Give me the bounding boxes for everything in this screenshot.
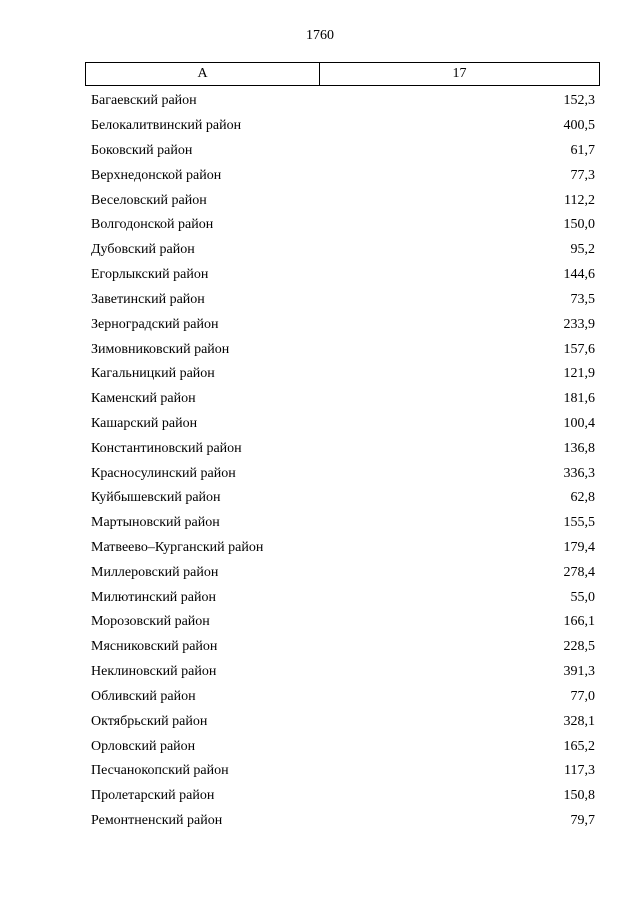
district-name: Кагальницкий район (91, 366, 215, 382)
district-value: 136,8 (563, 440, 595, 456)
district-name: Кашарский район (91, 415, 198, 431)
table-row (85, 188, 600, 213)
district-name: Константиновский район (91, 440, 242, 456)
district-name: Красносулинский район (91, 465, 236, 481)
table-row (85, 536, 600, 561)
district-value: 150,8 (563, 788, 595, 804)
district-name: Мясниковский район (91, 639, 218, 655)
district-name: Ремонтненский район (91, 812, 223, 828)
district-name: Пролетарский район (91, 788, 215, 804)
district-value: 155,5 (563, 515, 595, 531)
table-row (85, 288, 600, 313)
district-value: 152,3 (563, 93, 595, 109)
district-value: 121,9 (563, 366, 595, 382)
district-name: Обливский район (91, 688, 196, 704)
district-value: 55,0 (570, 589, 595, 605)
table-row (85, 635, 600, 660)
district-value: 228,5 (563, 639, 595, 655)
district-value: 336,3 (563, 465, 595, 481)
district-value: 144,6 (563, 267, 595, 283)
district-name: Милютинский район (91, 589, 217, 605)
district-table (85, 62, 600, 833)
district-value: 233,9 (563, 316, 595, 332)
district-value: 157,6 (563, 341, 595, 357)
table-row (85, 213, 600, 238)
district-value: 181,6 (563, 391, 595, 407)
table-row (85, 312, 600, 337)
table-row (85, 784, 600, 809)
page-number: 1760 (306, 28, 334, 43)
district-name: Заветинский район (91, 291, 205, 307)
district-value: 61,7 (570, 143, 595, 159)
district-name: Дубовский район (91, 242, 195, 258)
district-value: 165,2 (563, 738, 595, 754)
district-value: 391,3 (563, 664, 595, 680)
table-header-row (85, 62, 600, 86)
district-value: 112,2 (564, 192, 595, 208)
district-value: 179,4 (563, 540, 595, 556)
district-value: 73,5 (570, 291, 595, 307)
table-row (85, 809, 600, 834)
district-name: Куйбышевский район (91, 490, 221, 506)
column-header-17: 17 (452, 66, 467, 81)
table-row (85, 585, 600, 610)
district-name: Неклиновский район (91, 664, 217, 680)
district-value: 100,4 (563, 415, 595, 431)
district-name: Морозовский район (91, 614, 210, 630)
table-row (85, 560, 600, 585)
table-row (85, 461, 600, 486)
table-row (85, 412, 600, 437)
district-name: Верхнедонской район (91, 167, 222, 183)
table-row (85, 263, 600, 288)
district-value: 400,5 (563, 118, 595, 134)
district-name: Волгодонской район (91, 217, 214, 233)
district-name: Песчанокопский район (91, 763, 229, 779)
district-name: Миллеровский район (91, 564, 219, 580)
district-name: Зимовниковский район (91, 341, 230, 357)
table-row (85, 759, 600, 784)
district-name: Багаевский район (91, 93, 197, 109)
district-name: Боковский район (91, 143, 193, 159)
district-value: 150,0 (563, 217, 595, 233)
district-value: 79,7 (570, 812, 595, 828)
table-row (85, 511, 600, 536)
table-row (85, 387, 600, 412)
district-value: 95,2 (570, 242, 595, 258)
district-name: Каменский район (91, 391, 196, 407)
table-row (85, 660, 600, 685)
district-name: Мартыновский район (91, 515, 220, 531)
district-value: 62,8 (570, 490, 595, 506)
table-row (85, 685, 600, 710)
district-value: 166,1 (563, 614, 595, 630)
district-value: 77,0 (570, 688, 595, 704)
table-row (85, 114, 600, 139)
district-name: Веселовский район (91, 192, 207, 208)
district-name: Зерноградский район (91, 316, 219, 332)
table-row (85, 610, 600, 635)
table-row (85, 163, 600, 188)
column-header-a: А (86, 63, 320, 85)
table-row (85, 709, 600, 734)
table-row (85, 337, 600, 362)
table-row (85, 436, 600, 461)
district-name: Матвеево–Курганский район (91, 540, 264, 556)
table-row (85, 238, 600, 263)
district-value: 77,3 (570, 167, 595, 183)
table-row (85, 139, 600, 164)
district-value: 278,4 (563, 564, 595, 580)
table-body (85, 89, 600, 833)
table-row (85, 486, 600, 511)
table-row (85, 89, 600, 114)
district-value: 328,1 (563, 713, 595, 729)
district-name: Октябрьский район (91, 713, 208, 729)
table-row (85, 362, 600, 387)
district-value: 117,3 (564, 763, 595, 779)
district-name: Белокалитвинский район (91, 118, 242, 134)
district-name: Егорлыкский район (91, 267, 209, 283)
district-name: Орловский район (91, 738, 196, 754)
table-row (85, 734, 600, 759)
